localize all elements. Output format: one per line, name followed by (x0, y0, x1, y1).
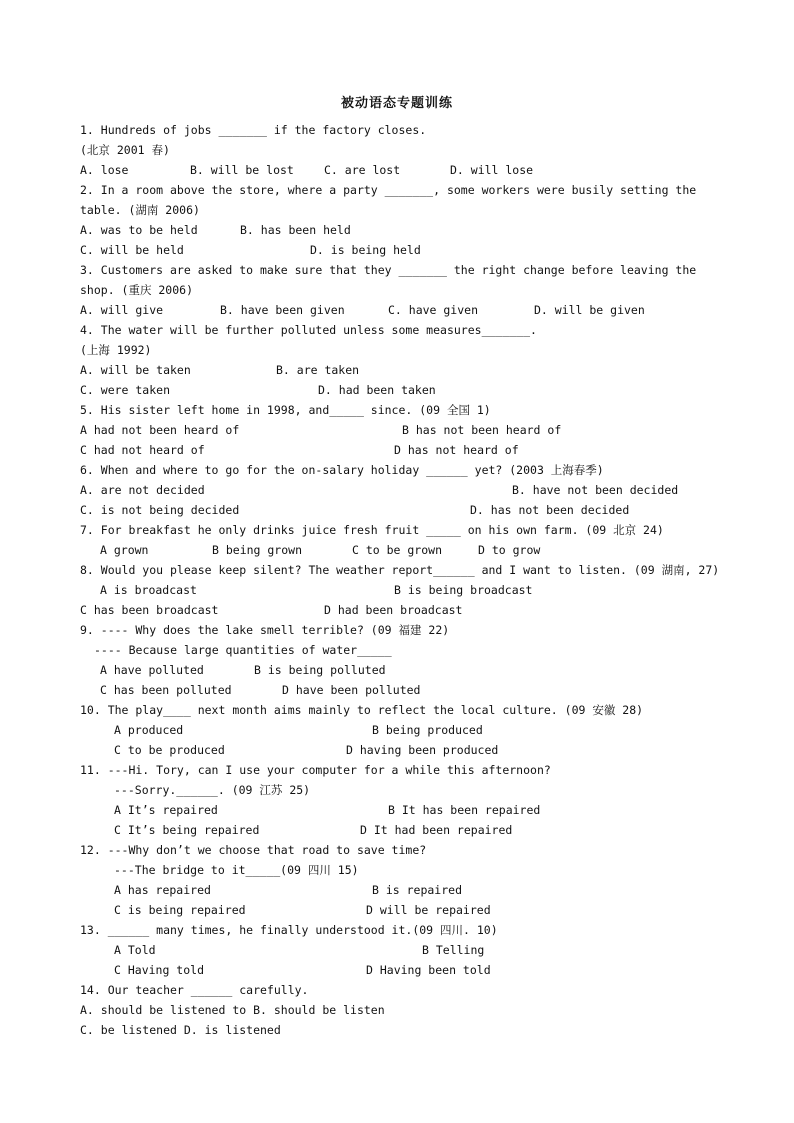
question-7-stem: 7. For breakfast he only drinks juice fresh fruit _____ on his own farm. (09 北京 24) (80, 523, 664, 537)
question-1-source: (北京 2001 春) (80, 143, 170, 157)
question-13-option-d: D Having been told (366, 963, 491, 977)
question-7-option-b: B being grown (212, 543, 303, 557)
question-5-option-c: C had not heard of (80, 443, 205, 457)
question-6-option-c: C. is not being decided (80, 503, 240, 517)
question-6-option-a: A. are not decided (80, 483, 205, 497)
question-10-option-c: C to be produced (114, 743, 225, 757)
question-2-option-d: D. is being held (310, 243, 421, 257)
question-8-option-c: C has been broadcast (80, 603, 219, 617)
question-10-option-b: B being produced (372, 723, 483, 737)
question-3-option-a: A. will give (80, 303, 164, 317)
question-13-option-a: A Told (114, 943, 156, 957)
question-3-option-d: D. will be given (534, 303, 645, 317)
question-12-stem: 12. ---Why don’t we choose that road to save time? (80, 843, 427, 857)
question-4-source: (上海 1992) (80, 343, 152, 357)
question-14-options-cd: C. be listened D. is listened (80, 1023, 281, 1037)
question-3-option-c: C. have given (388, 303, 479, 317)
question-11-stem-cont: ---Sorry.______. (09 江苏 25) (114, 783, 311, 797)
question-5-option-b: B has not been heard of (402, 423, 562, 437)
question-4-option-c: C. were taken (80, 383, 171, 397)
question-12-option-b: B is repaired (372, 883, 463, 897)
question-11-option-b: B It has been repaired (388, 803, 541, 817)
question-11-option-a: A It’s repaired (114, 803, 218, 817)
question-10-option-a: A produced (114, 723, 184, 737)
question-6-option-b: B. have not been decided (512, 483, 679, 497)
question-13-option-b: B Telling (422, 943, 485, 957)
question-9-option-b: B is being polluted (254, 663, 386, 677)
question-11-option-d: D It had been repaired (360, 823, 513, 837)
question-2-stem: 2. In a room above the store, where a party _______, some workers were busily setting the (80, 183, 697, 197)
question-2-option-c: C. will be held (80, 243, 184, 257)
question-14-options-ab: A. should be listened to B. should be listen (80, 1003, 385, 1017)
question-7-option-d: D to grow (478, 543, 541, 557)
question-2-option-b: B. has been held (240, 223, 351, 237)
page-title: 被动语态专题训练 (340, 96, 453, 111)
question-9-option-a: A have polluted (100, 663, 204, 677)
question-13-stem: 13. ______ many times, he finally understood it.(09 四川. 10) (80, 923, 498, 937)
question-2-option-a: A. was to be held (80, 223, 198, 237)
question-12-option-d: D will be repaired (366, 903, 491, 917)
question-3-stem: 3. Customers are asked to make sure that they _______ the right change before leaving the (80, 263, 697, 277)
question-7-option-c: C to be grown (352, 543, 443, 557)
question-13-option-c: C Having told (114, 963, 205, 977)
question-1-option-c: C. are lost (324, 163, 401, 177)
question-6-stem: 6. When and where to go for the on-salary holiday ______ yet? (2003 上海春季) (80, 463, 604, 477)
question-4-stem: 4. The water will be further polluted unless some measures_______. (80, 323, 537, 337)
question-7-option-a: A grown (100, 543, 149, 557)
question-10-stem: 10. The play____ next month aims mainly to reflect the local culture. (09 安徽 28) (80, 703, 644, 717)
question-5-option-a: A had not been heard of (80, 423, 240, 437)
question-12-stem-cont: ---The bridge to it_____(09 四川 15) (114, 863, 359, 877)
question-4-option-b: B. are taken (276, 363, 360, 377)
question-8-option-b: B is being broadcast (394, 583, 533, 597)
question-11-stem: 11. ---Hi. Tory, can I use your computer for a while this afternoon? (80, 763, 551, 777)
question-2-stem-cont: table. (湖南 2006) (80, 203, 200, 217)
question-9-stem: 9. ---- Why does the lake smell terrible? (09 福建 22) (80, 623, 450, 637)
question-1-option-b: B. will be lost (190, 163, 294, 177)
question-12-option-c: C is being repaired (114, 903, 246, 917)
question-3-stem-cont: shop. (重庆 2006) (80, 283, 194, 297)
question-4-option-d: D. had been taken (318, 383, 436, 397)
question-12-option-a: A has repaired (114, 883, 211, 897)
question-1-option-a: A. lose (80, 163, 129, 177)
question-4-option-a: A. will be taken (80, 363, 191, 377)
question-8-option-a: A is broadcast (100, 583, 197, 597)
question-1-option-d: D. will lose (450, 163, 534, 177)
question-8-option-d: D had been broadcast (324, 603, 463, 617)
question-14-stem: 14. Our teacher ______ carefully. (80, 983, 309, 997)
question-3-option-b: B. have been given (220, 303, 345, 317)
question-9-option-d: D have been polluted (282, 683, 421, 697)
question-11-option-c: C It’s being repaired (114, 823, 260, 837)
question-5-stem: 5. His sister left home in 1998, and_____ since. (09 全国 1) (80, 403, 491, 417)
question-5-option-d: D has not heard of (394, 443, 519, 457)
question-1-stem: 1. Hundreds of jobs _______ if the factory closes. (80, 123, 427, 137)
question-6-option-d: D. has not been decided (470, 503, 630, 517)
question-9-stem-cont: ---- Because large quantities of water_____ (94, 643, 392, 657)
question-10-option-d: D having been produced (346, 743, 499, 757)
question-8-stem: 8. Would you please keep silent? The weather report______ and I want to listen. (09 湖南, 27) (80, 563, 720, 577)
question-9-option-c: C has been polluted (100, 683, 232, 697)
